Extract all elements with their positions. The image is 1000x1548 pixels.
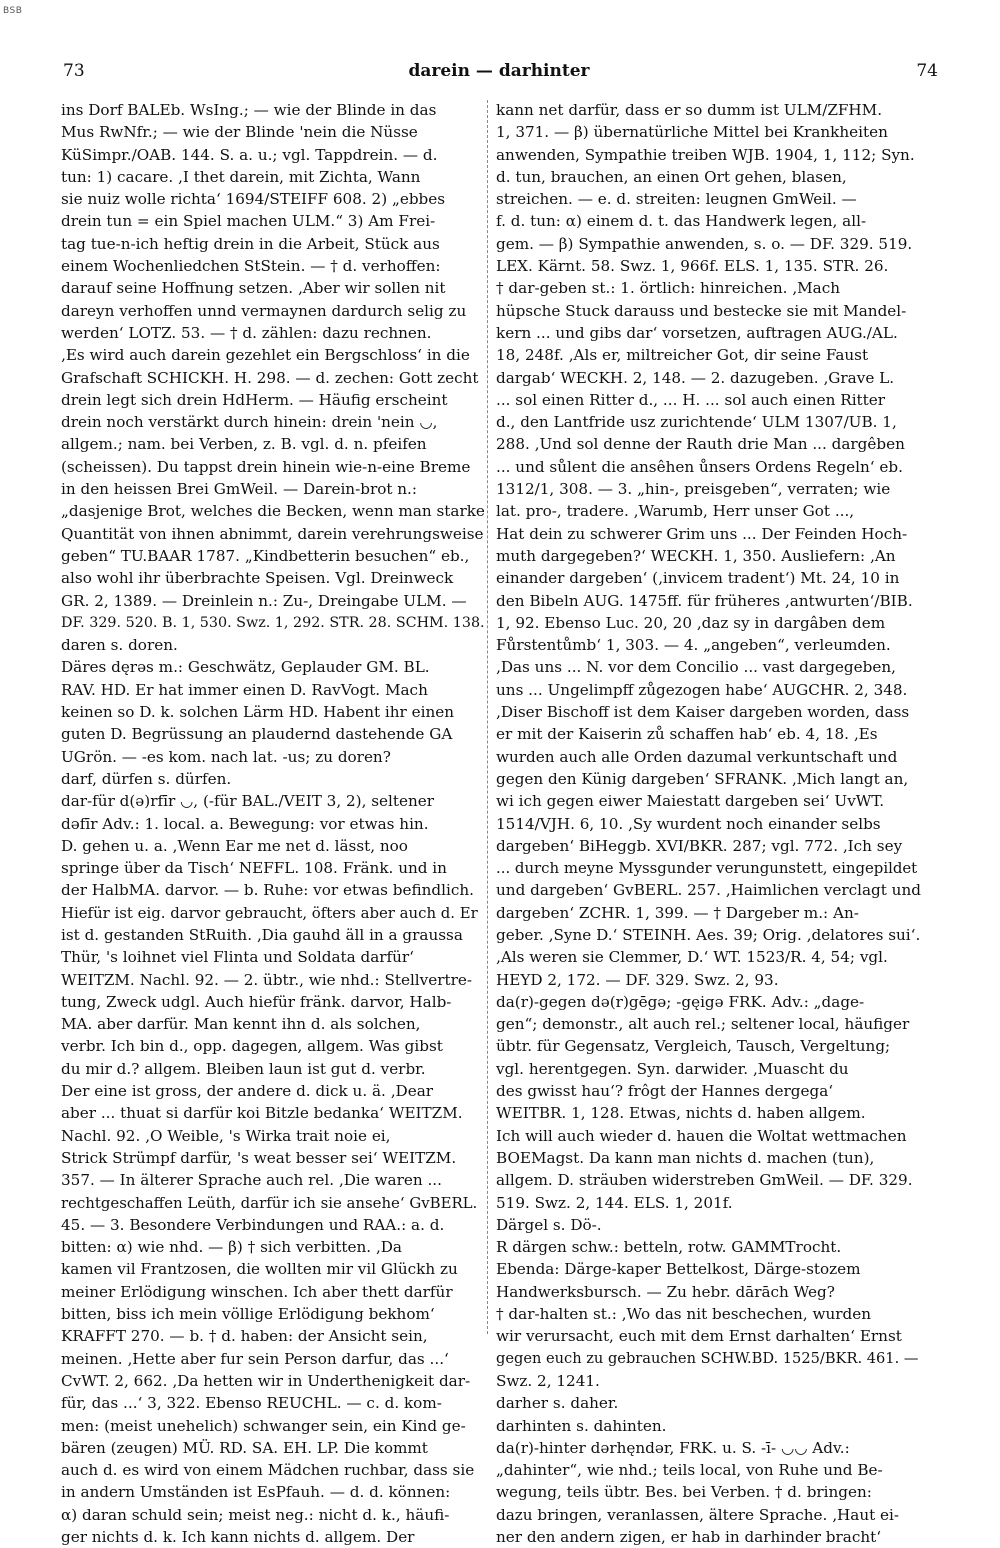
text-line: 1, 371. — β) übernatürliche Mittel bei Krankheiten [496, 123, 888, 142]
text-line: ... und sůlent die ansêhen ůnsers Ordens Regeln‘ eb. [496, 457, 903, 476]
text-line: 519. Swz. 2, 144. ELS. 1, 201f. [496, 1193, 733, 1212]
text-line: bären (zeugen) MÜ. RD. SA. EH. LP. Die kommt [61, 1438, 428, 1457]
text-line: drein tun = ein Spiel machen ULM.“ 3) Am Frei- [61, 212, 436, 231]
text-line: Quantität von ihnen abnimmt, darein verehrungsweise [61, 524, 484, 543]
text-line: KüSimpr./OAB. 144. S. a. u.; vgl. Tappdrein. — d. [61, 145, 438, 164]
text-line: tung, Zweck udgl. Auch hiefür fränk. darvor, Halb- [61, 992, 452, 1011]
text-line: Grafschaft SCHICKH. H. 298. — d. zechen: Gott zecht [61, 368, 479, 387]
text-line: kern ... und gibs dar‘ vorsetzen, auftragen AUG./AL. [496, 323, 898, 342]
text-line: 1312/1, 308. — 3. „hin-, preisgeben“, verraten; wie [496, 480, 891, 499]
text-line: darhinten s. dahinten. [496, 1416, 667, 1435]
text-line: in andern Umständen ist EsPfauh. — d. d. können: [61, 1483, 451, 1502]
text-line: wi ich gegen eiwer Maiestatt dargeben sei‘ UvWT. [496, 792, 885, 811]
text-line: ‚Als weren sie Clemmer, D.‘ WT. 1523/R. 4, 54; vgl. [496, 948, 888, 967]
text-line: auch d. es wird von einem Mädchen ruchbar, dass sie [61, 1461, 475, 1480]
text-line: d. tun, brauchen, an einen Ort gehen, blasen, [496, 167, 847, 186]
text-line: ins Dorf BALEb. WsIng.; — wie der Blinde in das [61, 101, 437, 119]
text-line: CvWT. 2, 662. ‚Da hetten wir in Underthenigkeit dar- [61, 1371, 471, 1390]
text-line: bitten, biss ich mein völlige Erlödigung bekhom‘ [61, 1305, 435, 1324]
text-line: verbr. Ich bin d., opp. dagegen, allgem. Was gibst [61, 1037, 443, 1056]
text-line: ‚Diser Bischoff ist dem Kaiser dargeben worden, dass [496, 703, 910, 722]
text-line: bitten: α) wie nhd. — β) † sich verbitten. ‚Da [61, 1238, 402, 1257]
right-column [496, 99, 924, 1546]
text-line: ‚Das uns ... N. vor dem Concilio ... vast dargegeben, [496, 658, 896, 677]
text-line: HEYD 2, 172. — DF. 329. Swz. 2, 93. [496, 970, 779, 989]
text-line: Därgel s. Dö-. [496, 1215, 602, 1234]
page-number-right: 74 [916, 61, 938, 81]
text-line: 1, 92. Ebenso Luc. 20, 20 ‚daz sy in dargâben dem [496, 613, 886, 632]
text-line: Ich will auch wieder d. hauen die Woltat wettmachen [496, 1126, 907, 1145]
text-line: kamen vil Frantzosen, die wollten mir vil Glückh zu [61, 1260, 458, 1279]
text-line: Der eine ist gross, der andere d. dick u. ä. ‚Dear [61, 1082, 434, 1101]
text-line: tun: 1) cacare. ‚I thet darein, mit Zichta, Wann [61, 167, 421, 186]
text-line: LEX. Kärnt. 58. Swz. 1, 966f. ELS. 1, 135. STR. 26. [496, 257, 889, 276]
text-line: für, das ...‘ 3, 322. Ebenso REUCHL. — c. d. kom- [61, 1394, 442, 1413]
text-line: allgem. D. sträuben widerstreben GmWeil. — DF. 329. [496, 1171, 913, 1190]
text-line: darher s. daher. [496, 1394, 619, 1413]
text-line: übtr. für Gegensatz, Vergleich, Tausch, Vergeltung; [496, 1037, 891, 1056]
page-header [60, 61, 938, 89]
text-line: ... sol einen Ritter d., ... H. ... sol auch einen Ritter [496, 390, 886, 409]
text-line: dazu bringen, veranlassen, ältere Sprache. ‚Haut ei- [496, 1505, 900, 1524]
running-title: darein — darhinter [408, 61, 590, 81]
text-line: D. gehen u. a. ‚Wenn Ear me net d. lässt, noo [61, 836, 408, 855]
text-line: keinen so D. k. solchen Lärm HD. Habent ihr einen [61, 703, 455, 722]
text-line: gen“; demonstr., alt auch rel.; seltener local, häufiger [496, 1015, 910, 1034]
text-line: rechtgeschaffen Leüth, darfür ich sie ansehe‘ GvBERL. [61, 1193, 478, 1212]
text-line: da(r)-hinter dərhęndər, FRK. u. S. -ī- ◡◡ Adv.: [496, 1438, 850, 1457]
text-line: Hat dein zu schwerer Grim uns ... Der Feinden Hoch- [496, 524, 908, 543]
text-line: du mir d.? allgem. Bleiben laun ist gut d. verbr. [61, 1059, 426, 1078]
text-line: dar-für d(ə)rfīr ◡, (-für BAL./VEIT 3, 2), seltener [61, 792, 434, 811]
text-line: den Bibeln AUG. 1475ff. für früheres ‚antwurten‘/BIB. [496, 591, 913, 610]
text-line: geber. ‚Syne D.‘ STEINH. Aes. 39; Orig. ‚delatores sui‘. [496, 925, 921, 944]
text-line: Nachl. 92. ‚O Weible, 's Wirka trait noie ei, [61, 1126, 391, 1145]
text-line: der HalbMA. darvor. — b. Ruhe: vor etwas befindlich. [61, 881, 474, 900]
text-line: aber ... thuat si darfür koi Bitzle bedanka‘ WEITZM. [61, 1104, 463, 1123]
text-line: des gwisst hau‘? frôgt der Hannes dergega‘ [496, 1082, 834, 1101]
text-line: Thür, 's loihnet viel Flinta und Soldata darfür‘ [61, 948, 415, 967]
text-line: Swz. 2, 1241. [496, 1371, 600, 1390]
text-line: dargab‘ WECKH. 2, 148. — 2. dazugeben. ‚Grave L. [496, 368, 895, 387]
text-line: d., den Lantfride usz zurichtende‘ ULM 1307/UB. 1, [496, 413, 897, 432]
text-line: RAV. HD. Er hat immer einen D. RavVogt. Mach [61, 680, 428, 699]
left-column [61, 99, 485, 1546]
text-line: 45. — 3. Besondere Verbindungen und RAA.: a. d. [61, 1215, 445, 1234]
text-line: 288. ‚Und sol denne der Rauth drie Man ... dargêben [496, 435, 905, 454]
text-line: dargeben‘ BiHeggb. XVI/BKR. 287; vgl. 772. ‚Ich sey [496, 836, 903, 855]
text-line: gem. — β) Sympathie anwenden, s. o. — DF. 329. 519. [496, 234, 913, 253]
text-line: Fůrstentůmb‘ 1, 303. — 4. „angeben“, verleumden. [496, 636, 891, 655]
text-line: 18, 248f. ‚Als er, miltreicher Got, dir seine Faust [496, 346, 869, 365]
text-line: lat. pro-, tradere. ‚Warumb, Herr unser Got ..., [496, 502, 855, 521]
text-line: also wohl ihr überbrachte Speisen. Vgl. Dreinweck [61, 569, 454, 588]
text-line: 1514/VJH. 6, 10. ‚Sy wurdent noch einander selbs [496, 814, 881, 833]
text-line: f. d. tun: α) einem d. t. das Handwerk legen, all- [496, 212, 867, 231]
text-line: guten D. Begrüssung an plaudernd dastehende GA [61, 725, 453, 744]
text-line: WEITBR. 1, 128. Etwas, nichts d. haben allgem. [496, 1104, 866, 1123]
text-line: BOEMagst. Da kann man nichts d. machen (tun), [496, 1148, 875, 1167]
text-line: allgem.; nam. bei Verben, z. B. vgl. d. n. pfeifen [61, 435, 427, 454]
text-line: wegung, teils übtr. Bes. bei Verben. † d. bringen: [496, 1483, 872, 1502]
text-line: Ebenda: Därge-kaper Bettelkost, Därge-stozem [496, 1260, 861, 1279]
text-line: ger nichts d. k. Ich kann nichts d. allgem. Der [61, 1528, 415, 1546]
text-line: gegen euch zu gebrauchen SCHW.BD. 1525/BKR. 461. — [496, 1349, 919, 1367]
text-line: WEITZM. Nachl. 92. — 2. übtr., wie nhd.: Stellvertre- [61, 970, 472, 989]
text-line: dareyn verhoffen unnd vermaynen dardurch selig zu [61, 301, 467, 320]
page-number-left: 73 [63, 61, 85, 81]
text-line: ‚Es wird auch darein gezehlet ein Bergschloss‘ in die [61, 346, 470, 365]
text-line: hüpsche Stuck darauss und bestecke sie mit Mandel- [496, 301, 907, 320]
text-line: drein legt sich drein HdHerm. — Häufig erscheint [61, 390, 448, 409]
text-line: und dargeben‘ GvBERL. 257. ‚Haimlichen verclagt und [496, 881, 921, 900]
text-line: springe über da Tisch‘ NEFFL. 108. Fränk. und in [61, 859, 447, 878]
text-line: Mus RwNfr.; — wie der Blinde 'nein die Nüsse [61, 123, 418, 142]
text-line: ist d. gestanden StRuith. ‚Dia gauhd äll in a graussa [61, 925, 463, 944]
text-line: drein noch verstärkt durch hinein: drein 'nein ◡, [61, 413, 438, 432]
text-line: DF. 329. 520. B. 1, 530. Swz. 1, 292. STR. 28. SCHM. 138. [61, 614, 485, 631]
text-line: in den heissen Brei GmWeil. — Darein-brot n.: [61, 480, 418, 499]
text-line: da(r)-gegen də(r)gēgə; -gęigə FRK. Adv.: „dage- [496, 992, 865, 1011]
text-line: UGrön. — -es kom. nach lat. -us; zu doren? [61, 747, 391, 766]
text-line: 357. — In älterer Sprache auch rel. ‚Die waren ... [61, 1171, 442, 1190]
text-line: dargeben‘ ZCHR. 1, 399. — † Dargeber m.: An- [496, 903, 859, 922]
text-line: Däres dęrəs m.: Geschwätz, Geplauder GM. BL. [61, 658, 430, 677]
text-line: GR. 2, 1389. — Dreinlein n.: Zu-, Dreingabe ULM. — [61, 591, 467, 610]
text-line: ner den andern zigen, er hab in darhinder bracht‘ [496, 1528, 882, 1546]
library-stamp: BSB [3, 6, 23, 16]
text-line: dəfīr Adv.: 1. local. a. Bewegung: vor etwas hin. [61, 814, 429, 833]
text-line: (scheissen). Du tappst drein hinein wie-n-eine Breme [61, 457, 471, 476]
text-line: MA. aber darfür. Man kennt ihn d. als solchen, [61, 1015, 421, 1034]
text-line: men: (meist unehelich) schwanger sein, ein Kind ge- [61, 1416, 466, 1435]
text-line: KRAFFT 270. — b. † d. haben: der Ansicht sein, [61, 1327, 428, 1346]
text-line: geben“ TU.BAAR 1787. „Kindbetterin besuchen“ eb., [61, 546, 470, 565]
text-line: daren s. doren. [61, 636, 178, 655]
text-line: sie nuiz wolle richta‘ 1694/STEIFF 608. 2) „ebbes [61, 190, 446, 209]
text-line: gegen den Künig dargeben‘ SFRANK. ‚Mich langt an, [496, 769, 909, 788]
text-line: einem Wochenliedchen StStein. — † d. verhoffen: [61, 257, 441, 276]
text-line: R därgen schw.: betteln, rotw. GAMMTrocht. [496, 1238, 842, 1257]
text-line: Handwerksbursch. — Zu hebr. dārāch Weg? [496, 1282, 835, 1301]
text-line: † dar-halten st.: ‚Wo das nit beschechen, wurden [496, 1305, 872, 1324]
text-line: † dar-geben st.: 1. örtlich: hinreichen. ‚Mach [496, 279, 841, 298]
text-line: uns ... Ungelimpff zůgezogen habe‘ AUGCHR. 2, 348. [496, 680, 908, 699]
text-line: Strick Strümpf darfür, 's weat besser sei‘ WEITZM. [61, 1148, 457, 1167]
text-line: „dahinter“, wie nhd.; teils local, von Ruhe und Be- [496, 1461, 883, 1480]
text-line: darauf seine Hoffnung setzen. ‚Aber wir sollen nit [61, 279, 446, 298]
text-line: vgl. herentgegen. Syn. darwider. ‚Muascht du [496, 1059, 849, 1078]
text-line: ... durch meyne Myssgunder verungunstett, eingepildet [496, 859, 918, 878]
text-line: meiner Erlödigung winschen. Ich aber thett darfür [61, 1282, 453, 1301]
text-line: werden‘ LOTZ. 53. — † d. zählen: dazu rechnen. [61, 323, 432, 342]
text-line: anwenden, Sympathie treiben WJB. 1904, 1, 112; Syn. [496, 145, 915, 164]
text-line: kann net darfür, dass er so dumm ist ULM/ZFHM. [496, 101, 883, 119]
text-line: darf, dürfen s. dürfen. [61, 769, 232, 788]
text-line: meinen. ‚Hette aber fur sein Person darfur, das ...‘ [61, 1349, 449, 1368]
text-line: Hiefür ist eig. darvor gebraucht, öfters aber auch d. Er [61, 903, 478, 922]
text-line: er mit der Kaiserin zů schaffen hab‘ eb. 4, 18. ‚Es [496, 725, 878, 744]
text-line: wir verursacht, euch mit dem Ernst darhalten‘ Ernst [496, 1327, 902, 1346]
text-line: streichen. — e. d. streiten: leugnen GmWeil. — [496, 190, 857, 209]
text-line: tag tue-n-ich heftig drein in die Arbeit, Stück aus [61, 234, 440, 253]
text-line: wurden auch alle Orden dazumal verkuntschaft und [496, 747, 898, 766]
text-line: einander dargeben‘ (‚invicem tradent‘) Mt. 24, 10 in [496, 569, 900, 588]
text-line: muth dargegeben?‘ WECKH. 1, 350. Ausliefern: ‚An [496, 546, 896, 565]
text-line: α) daran schuld sein; meist neg.: nicht d. k., häufi- [61, 1505, 450, 1524]
column-divider [487, 100, 488, 1334]
text-line: „dasjenige Brot, welches die Becken, wenn man starke [61, 502, 485, 521]
